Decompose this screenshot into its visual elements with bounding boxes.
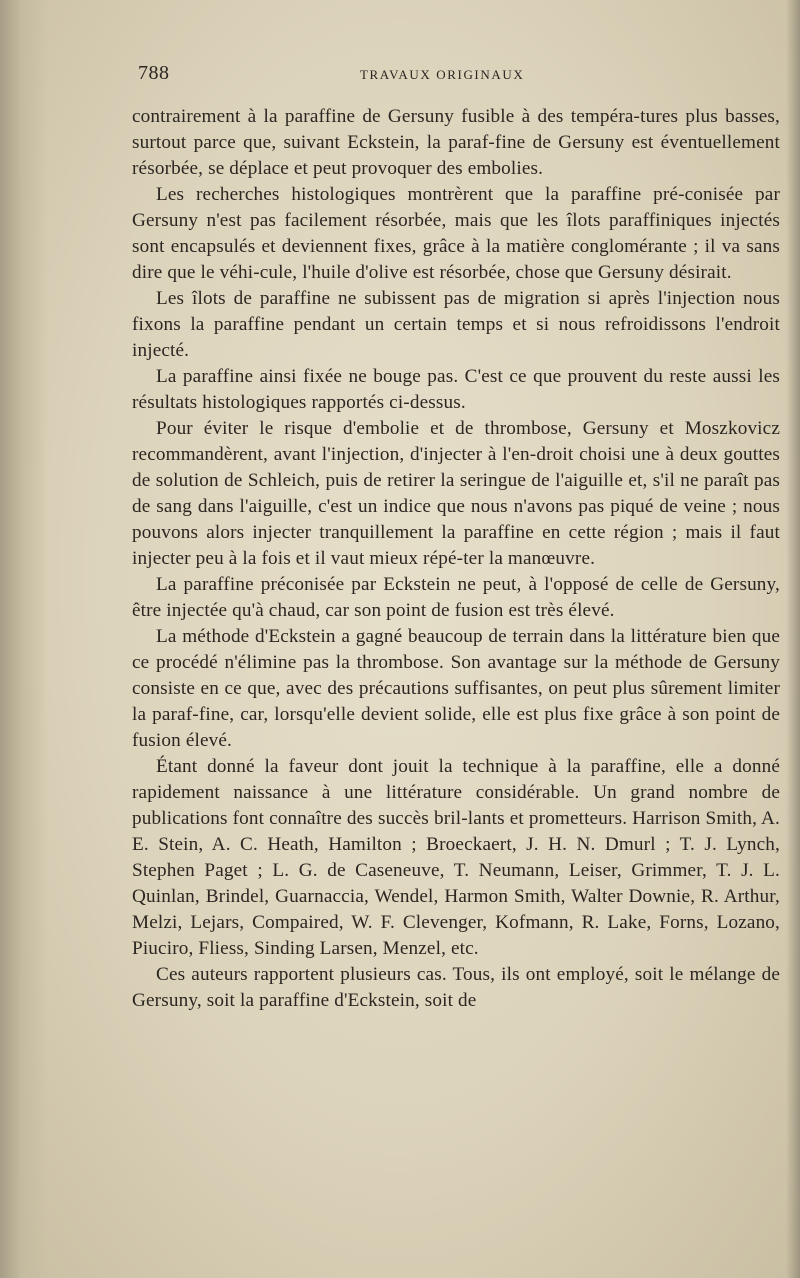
paragraph-authors-cases: Ces auteurs rapportent plusieurs cas. Tous, ils ont employé, soit le mélange de Gersuny, soit la paraffine d'Eckstein, soit de	[132, 964, 780, 1011]
paragraph-migration: Les îlots de paraffine ne subissent pas de migration si après l'injection nous fixons la paraffine pendant un certain temps et si nous refroidissons l'endroit injecté.	[132, 288, 780, 361]
body-text	[132, 104, 780, 1014]
binding-shadow	[0, 0, 48, 1278]
paragraph-continuation: contrairement à la paraffine de Gersuny fusible à des tempéra-tures plus basses, surtout parce que, suivant Eckstein, la paraf-fine de Gersuny est éventuellement résorbée, se déplace et peut provoquer des embolies.	[132, 106, 780, 179]
page-number: 788	[138, 62, 170, 84]
paragraph-literature: Étant donné la faveur dont jouit la technique à la paraffine, elle a donné rapidement naissance à une littérature considérable. Un grand nombre de publications font connaître des succès bril-lants et prometteurs. Harrison Smith, A. E. Stein, A. C. Heath, Hamilton ; Broeckaert, J. H. N. Dmurl ; T. J. Lynch, Stephen Paget ; L. G. de Caseneuve, T. Neumann, Leiser, Grimmer, T. J. L. Quinlan, Brindel, Guarnaccia, Wendel, Harmon Smith, Walter Downie, R. Arthur, Melzi, Lejars, Compaired, W. F. Clevenger, Kofmann, R. Lake, Forns, Lozano, Piuciro, Fliess, Sinding Larsen, Menzel, etc.	[132, 756, 780, 959]
paragraph-fixed-paraffin: La paraffine ainsi fixée ne bouge pas. C'est ce que prouvent du reste aussi les résultats histologiques rapportés ci-dessus.	[132, 366, 780, 413]
paragraph-histology: Les recherches histologiques montrèrent que la paraffine pré-conisée par Gersuny n'est pas facilement résorbée, mais que les îlots paraffiniques injectés sont encapsulés et deviennent fixes, grâce à la matière conglomérante ; il va sans dire que le véhi-cule, l'huile d'olive est résorbée, chose que Gersuny désirait.	[132, 184, 780, 283]
running-head: TRAVAUX ORIGINAUX	[360, 67, 525, 82]
paragraph-embolism-prevention: Pour éviter le risque d'embolie et de thrombose, Gersuny et Moszkovicz recommandèrent, avant l'injection, d'injecter à l'en-droit choisi une à deux gouttes de solution de Schleich, puis de retirer la seringue de l'aiguille et, s'il ne paraît pas de sang dans l'aiguille, c'est un indice que nous n'avons pas piqué de veine ; nous pouvons alors injecter tranquillement la paraffine en cette région ; mais il faut injecter peu à la fois et il vaut mieux répé-ter la manœuvre.	[132, 418, 780, 569]
page-header	[138, 62, 778, 92]
paragraph-eckstein-method: La méthode d'Eckstein a gagné beaucoup de terrain dans la littérature bien que ce procédé n'élimine pas la thrombose. Son avantage sur la méthode de Gersuny consiste en ce que, avec des précautions suffisantes, on peut plus sûrement limiter la paraf-fine, car, lorsqu'elle devient solide, elle est plus fixe grâce à son point de fusion élevé.	[132, 626, 780, 751]
paragraph-eckstein-paraffin: La paraffine préconisée par Eckstein ne peut, à l'opposé de celle de Gersuny, être injectée qu'à chaud, car son point de fusion est très élevé.	[132, 574, 780, 621]
page-edge-shadow	[786, 0, 800, 1278]
